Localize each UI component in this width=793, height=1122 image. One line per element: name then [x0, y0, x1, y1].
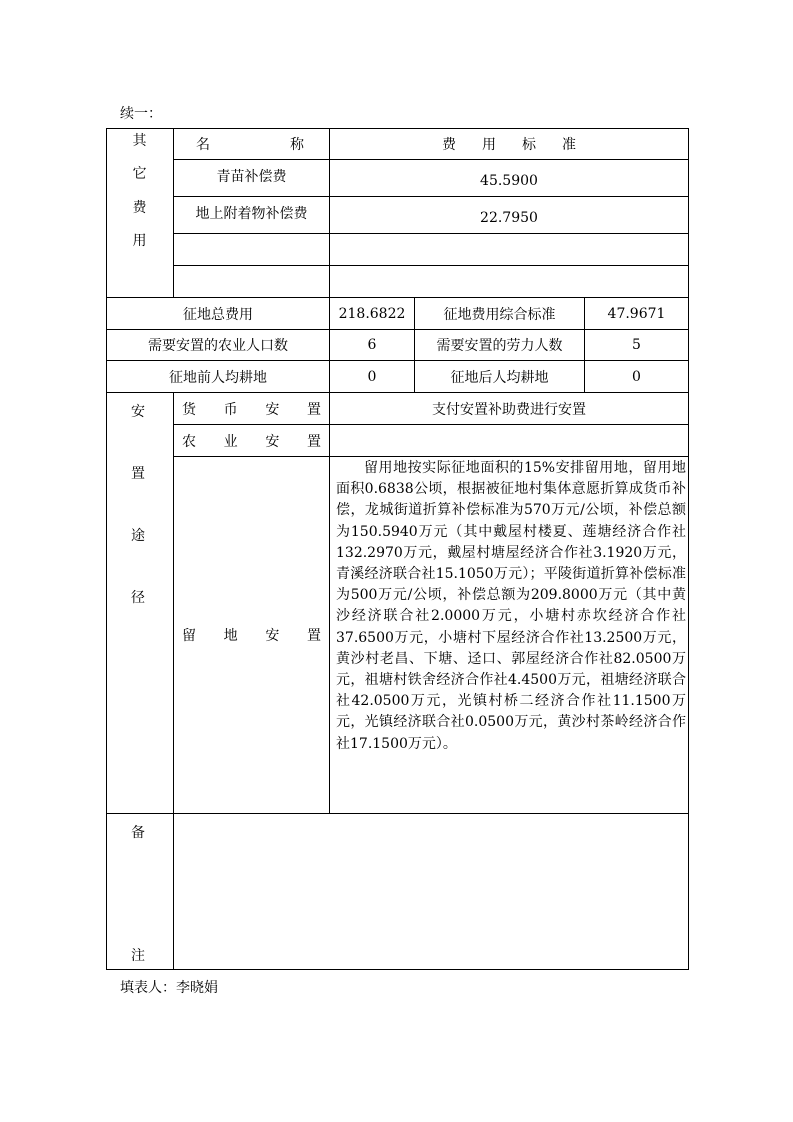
total-fee-value: 218.6822 — [338, 305, 406, 322]
farmland-before-value: 0 — [367, 368, 377, 385]
item-name-attachments: 地上附着物补偿费 — [195, 206, 308, 222]
currency-resettlement-label: 货 币 安 置 — [182, 401, 321, 418]
name-header: 名 称 — [196, 136, 304, 153]
item-value-seedling: 45.5900 — [480, 173, 538, 189]
overall-standard-value: 47.9671 — [607, 305, 666, 322]
remarks-label-bottom: 注 — [131, 948, 145, 964]
overall-standard-label: 征地费用综合标准 — [443, 306, 556, 323]
other-fees-side-label: 其 它 费 用 — [132, 133, 147, 249]
agri-population-label: 需要安置的农业人口数 — [148, 338, 288, 354]
item-name-seedling: 青苗补偿费 — [216, 169, 287, 185]
form-filler: 填表人：李晓娟 — [120, 980, 218, 996]
total-fee-label: 征地总费用 — [183, 306, 253, 323]
item-value-attachments: 22.7950 — [480, 210, 538, 226]
reserve-land-label: 留 地 安 置 — [182, 628, 321, 644]
reserve-land-description: 留用地按实际征地面积的15%安排留用地，留用地面积0.6838公顷，根据被征地村集体意愿折算成货币补偿，龙城街道折算补偿标准为570万元/公顷，补偿总额为150.5940万元（其中戴屋村楼夏、莲塘经济合作社132.2970万元，戴屋村塘屋经济合作社3.1920万元，青溪经济联合社15.1050万元）；平陵街道折算补偿标准为500万元/公顷，补偿总额为209.8000万元（其中黄沙经济联合社2.0000万元，小塘村赤坎经济合作社37.6500万元，小塘村下屋经济合作社13.2500万元，黄沙村老昌、下塘、迳口、郭屋经济合作社82.0500万元，祖塘村铁舍经济合作社4.4500万元，祖塘经济联合社42.0500万元，光镇村桥二经济合作社11.1500万元，光镇经济联合社0.0500万元，黄沙村茶岭经济合作社17.1500万元）。 — [336, 460, 686, 752]
farmland-before-label: 征地前人均耕地 — [169, 369, 267, 386]
labor-count-label: 需要安置的劳力人数 — [436, 338, 563, 354]
currency-resettlement-value: 支付安置补助费进行安置 — [432, 401, 586, 418]
farmland-after-value: 0 — [632, 368, 641, 385]
continued-label: 续一： — [120, 106, 162, 122]
agri-resettlement-label: 农 业 安 置 — [182, 433, 321, 450]
remarks-content — [174, 814, 688, 969]
agri-population-value: 6 — [367, 337, 377, 353]
labor-count-value: 5 — [632, 337, 641, 353]
farmland-after-label: 征地后人均耕地 — [450, 369, 549, 386]
standard-header: 费 用 标 准 — [442, 136, 576, 153]
remarks-label-top: 备 — [131, 825, 145, 841]
